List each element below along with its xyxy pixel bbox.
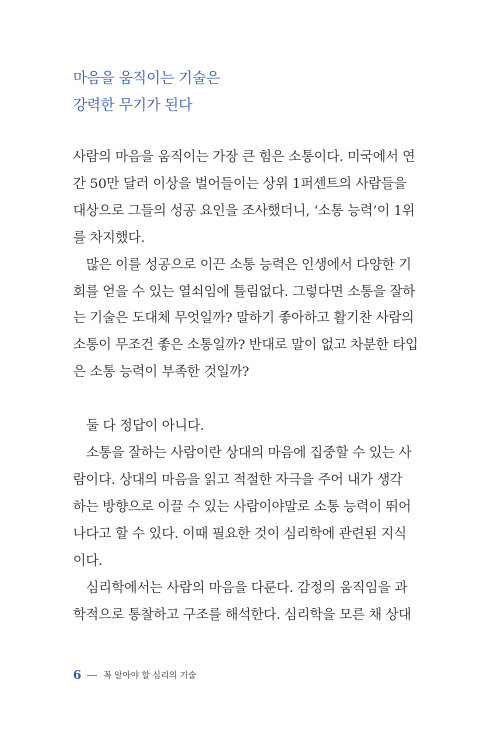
- body-line: 나다고 할 수 있다. 이때 필요한 것이 심리학에 관련된 지식: [73, 526, 407, 542]
- body-line: 소통을 잘하는 사람이란 상대의 마음에 집중할 수 있는 사: [86, 446, 412, 462]
- section-heading: [73, 66, 220, 120]
- book-title: 꼭 알아야 할 심리의 기술: [103, 671, 197, 681]
- body-line: 사람의 마음을 움직이는 가장 큰 힘은 소통이다. 미국에서 연: [73, 150, 416, 165]
- page-footer: [73, 668, 196, 682]
- body-line: 소통이 무조건 좋은 소통일까? 반대로 말이 없고 차분한 타입: [73, 338, 419, 354]
- body-line: 하는 방향으로 이끌 수 있는 사람이야말로 소통 능력이 뛰어: [73, 499, 412, 515]
- heading-line-2: 강력한 무기가 된다: [73, 98, 193, 114]
- body-line: 간 50만 달러 이상을 벌어들이는 상위 1퍼센트의 사람들을: [73, 176, 407, 192]
- body-line: 는 기술은 도대체 무엇일까? 말하기 좋아하고 활기찬 사람의: [73, 311, 415, 327]
- body-line: 은 소통 능력이 부족한 것일까?: [73, 365, 250, 381]
- body-line: 많은 이를 성공으로 이끈 소통 능력은 인생에서 다양한 기: [86, 257, 412, 273]
- body-text: [73, 145, 435, 629]
- paragraph-gap: [73, 387, 435, 414]
- body-line: 이다.: [73, 553, 103, 569]
- body-line: 심리학에서는 사람의 마음을 다룬다. 감정의 움직임을 과: [86, 580, 408, 596]
- heading-line-1: 마음을 움직이는 기술은: [73, 71, 220, 87]
- body-line: 회를 얻을 수 있는 열쇠임에 틀림없다. 그렇다면 소통을 잘하: [73, 284, 416, 300]
- footer-divider: [87, 675, 97, 676]
- page-number: 6: [73, 668, 82, 682]
- body-line: 를 차지했다.: [73, 230, 145, 246]
- body-line: 학적으로 통찰하고 구조를 해석한다. 심리학을 모른 채 상대: [73, 607, 412, 623]
- body-line: 대상으로 그들의 성공 요인을 조사했더니, ‘소통 능력’이 1위: [73, 203, 415, 219]
- body-line: 둘 다 정답이 아니다.: [86, 419, 205, 435]
- body-line: 람이다. 상대의 마음을 읽고 적절한 자극을 주어 내가 생각: [73, 472, 403, 488]
